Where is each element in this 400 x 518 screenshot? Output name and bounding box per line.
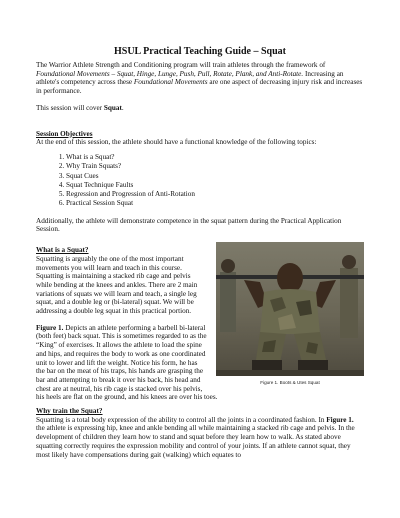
list-item: 4. Squat Technique Faults xyxy=(66,181,364,190)
page-title: HSUL Practical Teaching Guide – Squat xyxy=(114,46,286,57)
objectives-list xyxy=(36,153,364,209)
cover-statement: This session will cover Squat. xyxy=(36,103,124,112)
intro-paragraph: The Warrior Athlete Strength and Conditioning program will train athletes through the framework of Foundational Movements – Squat, Hinge, Lunge, Push, Pull, Rotate, Plank, and Anti-Rotate. Increasing an athlete's competency across these Foundational Movements are one aspect of decreasing injury risk and increases in performance. xyxy=(36,61,363,96)
what-heading: What is a Squat? xyxy=(36,246,89,255)
list-item: 3. Squat Cues xyxy=(66,172,364,181)
figure-caption: Figure 1. Boots & Utes Squat xyxy=(260,380,320,386)
objectives-lead: At the end of this session, the athlete should have a functional knowledge of the following topics: xyxy=(36,138,317,147)
squat-photo xyxy=(216,242,364,376)
figure-1 xyxy=(216,242,364,386)
why-heading: Why train the Squat? xyxy=(36,407,103,416)
list-item: 1. What is a Squat? xyxy=(66,153,364,162)
list-item: 2. Why Train Squats? xyxy=(66,162,364,171)
list-item: 5. Regression and Progression of Anti-Rotation xyxy=(66,190,364,199)
list-item: 6. Practical Session Squat xyxy=(66,199,364,208)
what-body: Squatting is arguably the one of the most important movements you will learn and teach in this course. Squatting is maintaining a stacked rib cage and pelvis while bending at the knees and ankles. There are 2 main variations of squats we will learn and teach, a single leg squat, and a double leg or (bi-lateral) squat. We will be addressing a double leg squat in this practical portion. xyxy=(36,254,198,316)
figure-description: Figure 1. Depicts an athlete performing a barbell bi-lateral (both feet) back squat. This is sometimes regarded to as the “King” of exercises. It allows the athlete to load the spine and hips, and requires the body to work as one coordinated unit to lower and lift the weight. Notice his form, he has the bar on the meat of his traps, his hands are grasping the bar and attempting to break it over his back, his head and chest are at neutral, his rib cage is stacked over his pelvis, his heels are flat on the ground, and his knees are over his toes. xyxy=(36,323,218,402)
objectives-closing: Additionally, the athlete will demonstrate competence in the squat pattern during the Practical Application Session. xyxy=(36,216,342,234)
why-body: Squatting is a total body expression of the ability to control all the joints in a coordinated fashion. In Figure 1. the athlete is expressing hip, knee and ankle bending all while maintaining a stacked rib cage and pelvis. In the development of children they learn how to stand and squat before they learn how to walk. As stated above squatting correctly requires the expression mobility and control of your joints. If an athlete cannot squat, they most likely have compensations during gait (walking) which equates to xyxy=(36,415,355,459)
objectives-heading: Session Objectives xyxy=(36,129,93,138)
